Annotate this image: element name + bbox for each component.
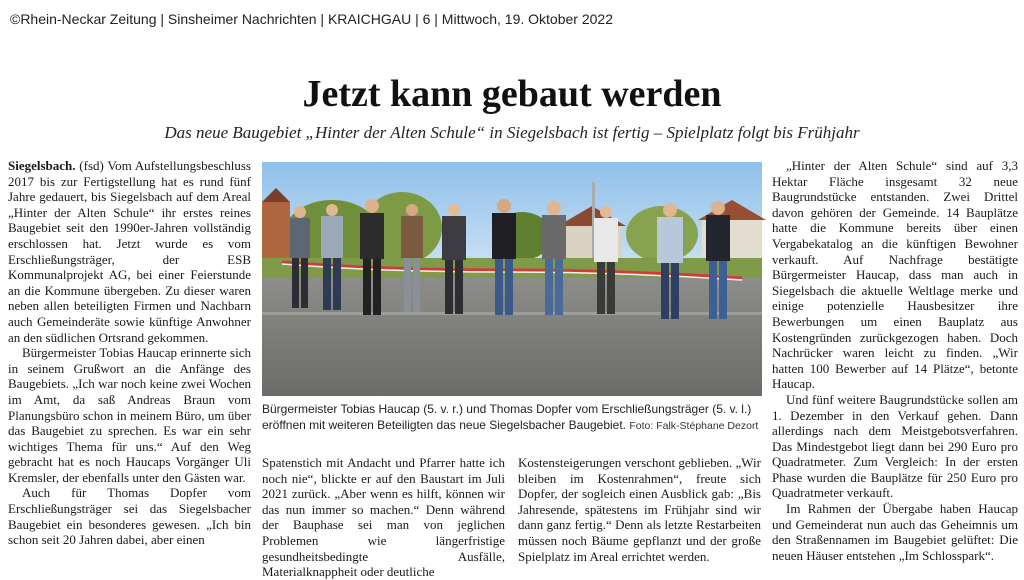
paragraph: „Hinter der Alten Schule“ sind auf 3,3 Hektar Fläche insgesamt 32 neue Baugrundstücke entstanden. Zwei Drittel davon gehören der Gemeinde. 14 Bauplätze hatte die Kommune bereits über einen Vergabekatalog an die künftigen Bewohner verkauft. Auf Nachfrage bestätigte Bürgermeister Haucap, dass man auch in Siegelsbach die aktuelle Weltlage merke und einige potenzielle Hausbesitzer ihre Bewerbungen um einen Bauplatz aus Kostengründen zurückgezogen haben. Doch Nachrücker waren leicht zu finden. „Wir hatten 100 Bewerber auf 14 Plätze“, betonte Haucap. bbox=[772, 158, 1018, 392]
article-photo bbox=[262, 162, 762, 396]
text-column-4 bbox=[772, 158, 1018, 568]
paragraph: Und fünf weitere Baugrundstücke sollen am 1. Dezember in den Verkauf gehen. Dann allerdings nach dem Meistgebotsverfahren. Das Mindestgebot liegt dann bei 290 Euro pro Quadratmeter. Zum Vergleich: In der ersten Phase wurden die Bauplätze für 250 Euro pro Quadratmeter verkauft. bbox=[772, 391, 1018, 501]
photo-caption bbox=[262, 401, 762, 434]
paragraph: Bürgermeister Tobias Haucap erinnerte sich in seinem Grußwort an die Anfänge des Baugebiets. „Ich war noch keine zwei Wochen im Amt, da saß Andreas Braun vom Planungsbüro schon in meinem Büro, um über das Baugebiet zu sprechen. Es war ein sehr wichtiges Thema für uns.“ Auf den Weg gebracht hat es noch Haucaps Vorgänger Uli Kremsler, der ebenfalls unter den Gästen war. bbox=[8, 345, 251, 485]
paragraph: Auch für Thomas Dopfer vom Erschließungsträger sei das Siegelsbacher Baugebiet ein besonderes gewesen. „Ich bin schon seit 20 Jahren dabei, aber einen bbox=[8, 485, 251, 548]
caption-text: Bürgermeister Tobias Haucap (5. v. r.) und Thomas Dopfer vom Erschließungsträger (5. v. l.) eröffnen mit weiteren Beteiligten das neue Siegelsbacher Baugebiet. bbox=[262, 402, 752, 432]
paragraph bbox=[8, 158, 251, 345]
text-column-1 bbox=[8, 158, 251, 568]
paragraph-text: (fsd) Vom Aufstellungsbeschluss 2017 bis zur Fertigstellung hat es rund fünf Jahre gedauert, bis Siegelsbach auf dem Areal „Hinter der Alten Schule“ ihr erstes reines Baugebiet seit den 1990er-Jahren vollständig erschlossen hat. Jetzt wurde es vom Erschließungsträger, der ESB Kommunalprojekt AG, bei einer Feierstunde an die Kommune übergeben. Zu dieser waren neben allen beteiligten Firmen und Nachbarn auch Gemeinderäte sowie künftige Anwohner an den südlichen Ortsrand gekommen. bbox=[8, 158, 251, 345]
article-subheadline: Das neue Baugebiet „Hinter der Alten Schule“ in Siegelsbach ist fertig – Spielplatz folgt bis Frühjahr bbox=[164, 123, 860, 142]
ribbon-cutting-photo bbox=[262, 162, 762, 396]
text-column-3 bbox=[518, 455, 761, 568]
source-line: ©Rhein-Neckar Zeitung | Sinsheimer Nachrichten | KRAICHGAU | 6 | Mittwoch, 19. Oktober 2022 bbox=[10, 11, 613, 27]
article-headline: Jetzt kann gebaut werden bbox=[302, 73, 722, 115]
photo-credit: Foto: Falk-Stéphane Dezort bbox=[629, 420, 759, 432]
dateline: Siegelsbach. bbox=[8, 158, 76, 173]
paragraph: Kostensteigerungen verschont geblieben. „Wir bleiben im Kostenrahmen“, freute sich Dopfer, der sogleich einen Ausblick gab: „Bis Jahresende, spätestens im Frühjahr sind wir dann ganz fertig.“ Denn als letzte Restarbeiten müssen noch Bäume gepflanzt und der große Spielplatz im Areal errichtet werden. bbox=[518, 455, 761, 564]
text-column-2 bbox=[262, 455, 505, 580]
paragraph: Im Rahmen der Übergabe haben Haucap und Gemeinderat nun auch das Geheimnis um den Straßennamen im Baugebiet gelüftet: Die neuen Häuser entstehen „Im Schlosspark“. bbox=[772, 501, 1018, 563]
paragraph: Spatenstich mit Andacht und Pfarrer hatte ich noch nie“, blickte er auf den Baustart im Juli 2021 zurück. „Aber wenn es hilft, können wir das nun immer so machen.“ Denn während der Bauphase sei man von jeglichen Problemen wie längerfristige gesundheitsbedingte Ausfälle, Materialknappheit oder deutliche bbox=[262, 455, 505, 580]
